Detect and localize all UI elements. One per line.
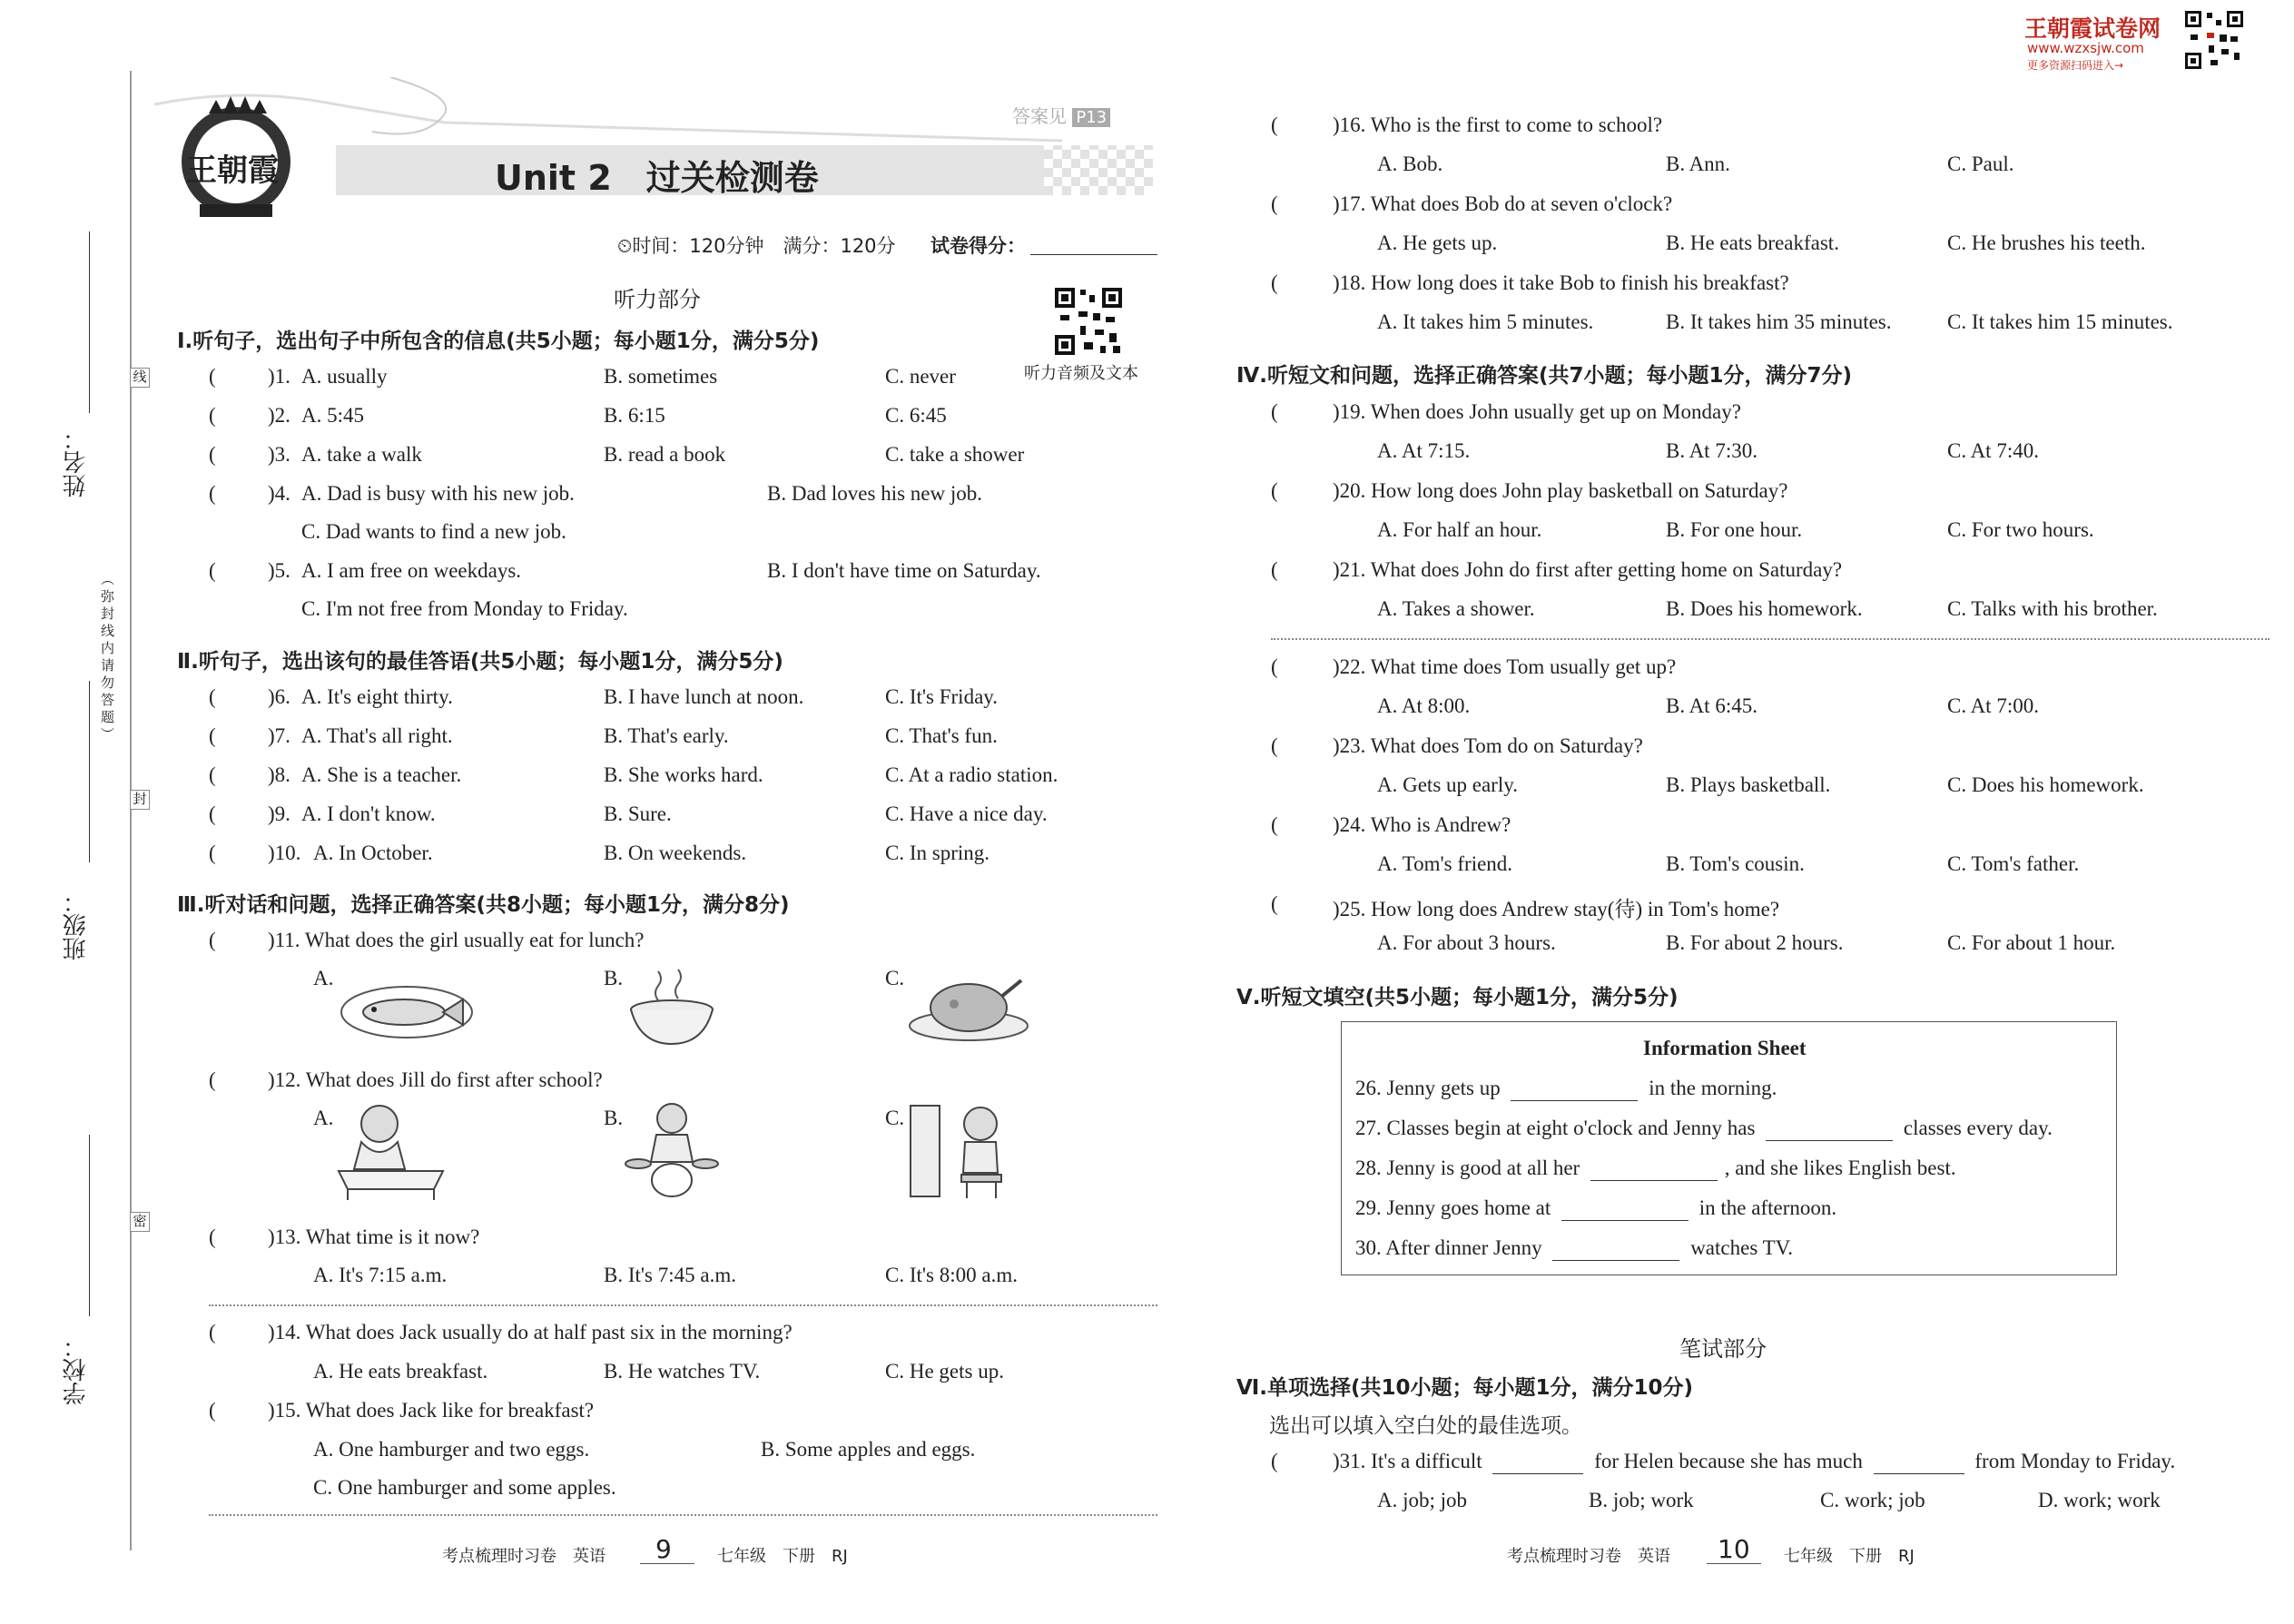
option-a: A. Takes a shower.	[1377, 597, 1535, 620]
name-label: 姓名：	[63, 427, 90, 497]
option-a: A. She is a teacher.	[301, 763, 462, 786]
answer-paren[interactable]: (	[209, 482, 216, 505]
question-number: )3.	[268, 443, 290, 466]
option-c: C. work; job	[1820, 1489, 1925, 1511]
option-c: C. He brushes his teeth.	[1947, 231, 2146, 254]
fill-line-30	[1355, 1236, 1793, 1261]
option-b: B. sometimes	[604, 365, 718, 388]
option-c: C. Paul.	[1947, 153, 2014, 175]
answer-paren[interactable]: (	[1271, 813, 1278, 836]
option-c: C. Does his homework.	[1947, 773, 2144, 796]
option-a: A. One hamburger and two eggs.	[313, 1438, 590, 1461]
girl-playing-drums-picture[interactable]	[622, 1098, 722, 1203]
information-sheet-title: Information Sheet	[1643, 1037, 1807, 1059]
question-text: )15. What does Jack like for breakfast?	[268, 1399, 595, 1422]
option-a: A. I am free on weekdays.	[301, 559, 522, 582]
stem-blank-1[interactable]	[1492, 1450, 1583, 1474]
question-text: )20. How long does John play basketball on Saturday?	[1333, 479, 1788, 502]
fill-text: , and she likes English best.	[1724, 1156, 1956, 1179]
answer-page: P13	[1072, 108, 1110, 127]
section-1-title: Ⅰ.听句子，选出句子中所包含的信息(共5小题；每小题1分，满分5分)	[177, 330, 820, 353]
page-number: 9	[655, 1534, 672, 1564]
answer-paren[interactable]: (	[1271, 1450, 1278, 1472]
option-b: B. Dad loves his new job.	[767, 482, 983, 505]
stem-blank-2[interactable]	[1874, 1450, 1964, 1474]
option-a: A. I don't know.	[301, 802, 436, 825]
answer-paren[interactable]: (	[209, 763, 216, 786]
question-text: )24. Who is Andrew?	[1333, 813, 1511, 836]
option-c: C. It's Friday.	[885, 685, 999, 708]
page-title: Unit 2 过关检测卷	[495, 158, 819, 198]
listening-heading: 听力部分	[614, 287, 701, 312]
answer-paren[interactable]: (	[209, 724, 216, 747]
option-c: C. Talks with his brother.	[1947, 597, 2158, 620]
answer-paren[interactable]: (	[1271, 192, 1278, 215]
question-text: )14. What does Jack usually do at half past six in the morning?	[268, 1321, 793, 1343]
stem-part: for Helen because she has much	[1594, 1450, 1863, 1472]
answer-paren[interactable]: (	[209, 1068, 216, 1091]
question-stem	[1333, 1450, 2175, 1474]
fill-line-27	[1355, 1117, 2053, 1141]
answer-paren[interactable]: (	[1271, 655, 1278, 678]
footer-grade: 七年级 下册 RJ	[717, 1547, 848, 1566]
option-a: A. At 8:00.	[1377, 694, 1471, 717]
fill-text: 27. Classes begin at eight o'clock and Jenny has	[1355, 1117, 1756, 1139]
answer-paren[interactable]: (	[1271, 734, 1278, 757]
class-line	[89, 681, 90, 862]
answer-paren[interactable]: (	[1271, 113, 1278, 136]
page-number-underline	[640, 1563, 694, 1564]
option-c: C. I'm not free from Monday to Friday.	[301, 597, 628, 620]
section-4-title: Ⅳ.听短文和问题，选择正确答案(共7小题；每小题1分，满分7分)	[1236, 364, 1853, 388]
option-b: B. job; work	[1589, 1489, 1694, 1511]
option-c: C. At 7:40.	[1947, 439, 2039, 462]
question-number: )9.	[268, 802, 290, 825]
option-b: B. Sure.	[604, 802, 672, 825]
exam-meta: ⏲时间：120分钟 满分：120分	[617, 235, 896, 257]
fill-text: 26. Jenny gets up	[1355, 1077, 1501, 1099]
fill-line-26	[1355, 1077, 1777, 1101]
qr-code[interactable]	[1053, 286, 1124, 357]
binding-mark-mi: 密	[130, 1212, 150, 1232]
fill-blank-28[interactable]	[1590, 1156, 1718, 1181]
footer-series: 考点梳理时习卷 英语	[1507, 1547, 1670, 1566]
fish-picture[interactable]	[336, 976, 477, 1044]
option-a: A. It's eight thirty.	[301, 685, 453, 708]
option-c: C. Have a nice day.	[885, 802, 1048, 825]
binding-line	[130, 71, 132, 1550]
question-number: )5.	[268, 559, 290, 582]
question-number: )1.	[268, 365, 290, 388]
option-b: B. Plays basketball.	[1666, 773, 1831, 796]
option-c: C. One hamburger and some apples.	[313, 1476, 616, 1499]
brand-url[interactable]: www.wzxsjw.com	[2027, 40, 2144, 56]
right-page	[1216, 0, 2294, 1624]
question-text: )25. How long does Andrew stay(待) in Tom's home?	[1333, 898, 1780, 920]
answer-paren[interactable]: (	[209, 802, 216, 825]
option-b: B. For one hour.	[1666, 518, 1803, 541]
option-a: A. 5:45	[301, 404, 364, 427]
stem-part: from Monday to Friday.	[1974, 1450, 2176, 1472]
question-text: )23. What does Tom do on Saturday?	[1333, 734, 1643, 757]
fill-line-29	[1355, 1196, 1836, 1221]
question-text: )18. How long does it take Bob to finish his breakfast?	[1333, 271, 1789, 294]
roast-chicken-picture[interactable]	[903, 960, 1035, 1047]
school-line	[89, 1135, 90, 1316]
question-text: )16. Who is the first to come to school?	[1333, 113, 1663, 136]
option-c: C. Dad wants to find a new job.	[301, 520, 566, 543]
answer-paren[interactable]: (	[209, 404, 216, 427]
option-c: C. never	[885, 365, 956, 388]
fill-text: 29. Jenny goes home at	[1355, 1196, 1551, 1219]
answer-ref	[1012, 102, 1110, 128]
question-number: )2.	[268, 404, 290, 427]
answer-paren[interactable]: (	[1271, 400, 1278, 423]
qr-caption: 听力音频及文本	[1024, 364, 1138, 383]
fill-text: classes every day.	[1903, 1117, 2053, 1139]
dialog-divider	[209, 1304, 1157, 1306]
question-text: )12. What does Jill do first after school?	[268, 1068, 603, 1091]
soup-bowl-picture[interactable]	[622, 962, 722, 1048]
question-text: )11. What does the girl usually eat for lunch?	[268, 929, 645, 951]
brand-more: 更多资源扫码进入→	[2027, 59, 2124, 72]
question-text: )21. What does John do first after getting home on Saturday?	[1333, 558, 1843, 581]
fill-blank-26[interactable]	[1511, 1077, 1638, 1101]
option-b: B. Some apples and eggs.	[761, 1438, 976, 1461]
option-b: B.	[604, 967, 624, 989]
option-a: A. Gets up early.	[1377, 773, 1518, 796]
girl-playing-piano-picture[interactable]	[903, 1098, 1021, 1203]
answer-paren[interactable]: (	[209, 1321, 216, 1343]
option-a: A. take a walk	[301, 443, 422, 466]
answer-paren[interactable]: (	[209, 1225, 216, 1248]
option-b: B.	[604, 1107, 624, 1129]
section-2-title: Ⅱ.听句子，选出该句的最佳答语(共5小题；每小题1分，满分5分)	[177, 650, 783, 674]
fill-text: 28. Jenny is good at all her	[1355, 1156, 1580, 1179]
option-c: C.	[885, 967, 905, 989]
option-b: B. read a book	[604, 443, 726, 466]
option-a: A. At 7:15.	[1377, 439, 1471, 462]
answer-paren[interactable]: (	[209, 842, 216, 864]
option-b: B. He watches TV.	[604, 1360, 761, 1383]
option-a: A. It's 7:15 a.m.	[313, 1264, 448, 1286]
fill-blank-27[interactable]	[1766, 1117, 1893, 1141]
answer-ref-label: 答案见	[1012, 105, 1067, 127]
brand-name: 王朝霞试卷网	[2024, 15, 2161, 42]
footer-grade: 七年级 下册 RJ	[1784, 1547, 1915, 1566]
school-label: 学校：	[63, 1334, 90, 1405]
option-c: C. For about 1 hour.	[1947, 931, 2116, 954]
fill-text: 30. After dinner Jenny	[1355, 1236, 1542, 1259]
option-b: B. It's 7:45 a.m.	[604, 1264, 736, 1286]
option-b: B. On weekends.	[604, 842, 747, 864]
section-6-instruction: 选出可以填入空白处的最佳选项。	[1269, 1414, 1582, 1438]
option-a: A. It takes him 5 minutes.	[1377, 310, 1594, 333]
brand-qr-code[interactable]	[2183, 9, 2245, 71]
question-number: )6.	[268, 685, 290, 708]
fill-text: in the morning.	[1649, 1077, 1777, 1099]
fill-text: in the afternoon.	[1698, 1196, 1837, 1219]
score-blank[interactable]	[1030, 254, 1157, 255]
fill-blank-29[interactable]	[1561, 1196, 1689, 1221]
option-b: B. She works hard.	[604, 763, 763, 786]
answer-paren[interactable]: (	[1271, 271, 1278, 294]
option-b: B. Does his homework.	[1666, 597, 1863, 620]
score-label: 试卷得分：	[930, 235, 1026, 257]
answer-paren[interactable]: (	[209, 443, 216, 466]
section-5-title: Ⅴ.听短文填空(共5小题；每小题1分，满分5分)	[1236, 986, 1679, 1009]
option-c: C. It takes him 15 minutes.	[1947, 310, 2173, 333]
answer-paren[interactable]: (	[209, 559, 216, 582]
question-number: )8.	[268, 763, 290, 786]
option-c: C. That's fun.	[885, 724, 998, 747]
option-a: A. That's all right.	[301, 724, 453, 747]
answer-paren[interactable]: (	[209, 929, 216, 951]
section-3-title: Ⅲ.听对话和问题，选择正确答案(共8小题；每小题1分，满分8分)	[177, 893, 790, 917]
question-text: )19. When does John usually get up on Monday?	[1333, 400, 1741, 423]
option-b: B. At 6:45.	[1666, 694, 1757, 717]
section-end-divider	[209, 1514, 1157, 1516]
option-a: A. Dad is busy with his new job.	[301, 482, 575, 505]
option-a: A. Bob.	[1377, 153, 1443, 175]
name-line	[89, 231, 90, 413]
option-a: A. For about 3 hours.	[1377, 931, 1556, 954]
writing-heading: 笔试部分	[1679, 1336, 1767, 1362]
question-number: )4.	[268, 482, 290, 505]
option-b: B. I have lunch at noon.	[604, 685, 804, 708]
option-c: C. Tom's father.	[1947, 852, 2080, 875]
option-c: C. He gets up.	[885, 1360, 1004, 1383]
option-a: A. For half an hour.	[1377, 518, 1542, 541]
passage-divider	[1271, 638, 2269, 640]
fill-line-28	[1355, 1156, 1956, 1181]
answer-paren[interactable]: (	[209, 685, 216, 708]
option-a: A. job; job	[1377, 1489, 1468, 1511]
footer-series: 考点梳理时习卷 英语	[442, 1547, 605, 1566]
answer-paren[interactable]: (	[1271, 558, 1278, 581]
option-c: C. For two hours.	[1947, 518, 2094, 541]
option-b: B. That's early.	[604, 724, 729, 747]
option-c: C. It's 8:00 a.m.	[885, 1264, 1018, 1286]
fill-text: watches TV.	[1690, 1236, 1794, 1259]
answer-paren[interactable]: (	[209, 1399, 216, 1422]
option-c: C. At 7:00.	[1947, 694, 2039, 717]
page-number-underline	[1707, 1563, 1761, 1564]
binding-mark-xian: 线	[130, 368, 150, 388]
option-a: A.	[313, 967, 334, 989]
logo-text: 王朝霞	[186, 153, 279, 189]
question-text: )13. What time is it now?	[268, 1225, 480, 1248]
option-c: C. In spring.	[885, 842, 989, 864]
question-number: )10.	[268, 842, 301, 864]
option-c: C. At a radio station.	[885, 763, 1058, 786]
option-b: B. 6:15	[604, 404, 665, 427]
fill-blank-30[interactable]	[1552, 1236, 1679, 1261]
page-number: 10	[1718, 1534, 1750, 1564]
option-a: A. He eats breakfast.	[313, 1360, 488, 1383]
question-text: )22. What time does Tom usually get up?	[1333, 655, 1677, 678]
option-a: A. Tom's friend.	[1377, 852, 1513, 875]
girl-doing-homework-picture[interactable]	[334, 1098, 448, 1203]
option-a: A. usually	[301, 365, 388, 388]
stem-part: )31. It's a difficult	[1333, 1450, 1482, 1472]
class-label: 班级：	[63, 890, 90, 960]
option-b: B. He eats breakfast.	[1666, 231, 1839, 254]
option-a: A. In October.	[313, 842, 433, 864]
option-b: B. It takes him 35 minutes.	[1666, 310, 1892, 333]
option-b: B. Tom's cousin.	[1666, 852, 1805, 875]
answer-paren[interactable]: (	[209, 365, 216, 388]
answer-paren[interactable]: (	[1271, 892, 1278, 915]
binding-note: （弥封线内请勿答题）	[99, 572, 115, 744]
option-a: A. He gets up.	[1377, 231, 1498, 254]
option-b: B. For about 2 hours.	[1666, 931, 1844, 954]
option-c: C. take a shower	[885, 443, 1025, 466]
option-a: A.	[313, 1107, 334, 1129]
answer-paren[interactable]: (	[1271, 479, 1278, 502]
option-c: C.	[885, 1107, 905, 1129]
question-number: )7.	[268, 724, 290, 747]
question-text: )17. What does Bob do at seven o'clock?	[1333, 192, 1673, 215]
option-d: D. work; work	[2038, 1489, 2161, 1511]
binding-mark-feng: 封	[130, 790, 150, 810]
section-6-title: Ⅵ.单项选择(共10小题；每小题1分，满分10分)	[1236, 1376, 1694, 1400]
option-b: B. At 7:30.	[1666, 439, 1757, 462]
option-b: B. I don't have time on Saturday.	[767, 559, 1041, 582]
option-c: C. 6:45	[885, 404, 947, 427]
option-b: B. Ann.	[1666, 153, 1730, 175]
